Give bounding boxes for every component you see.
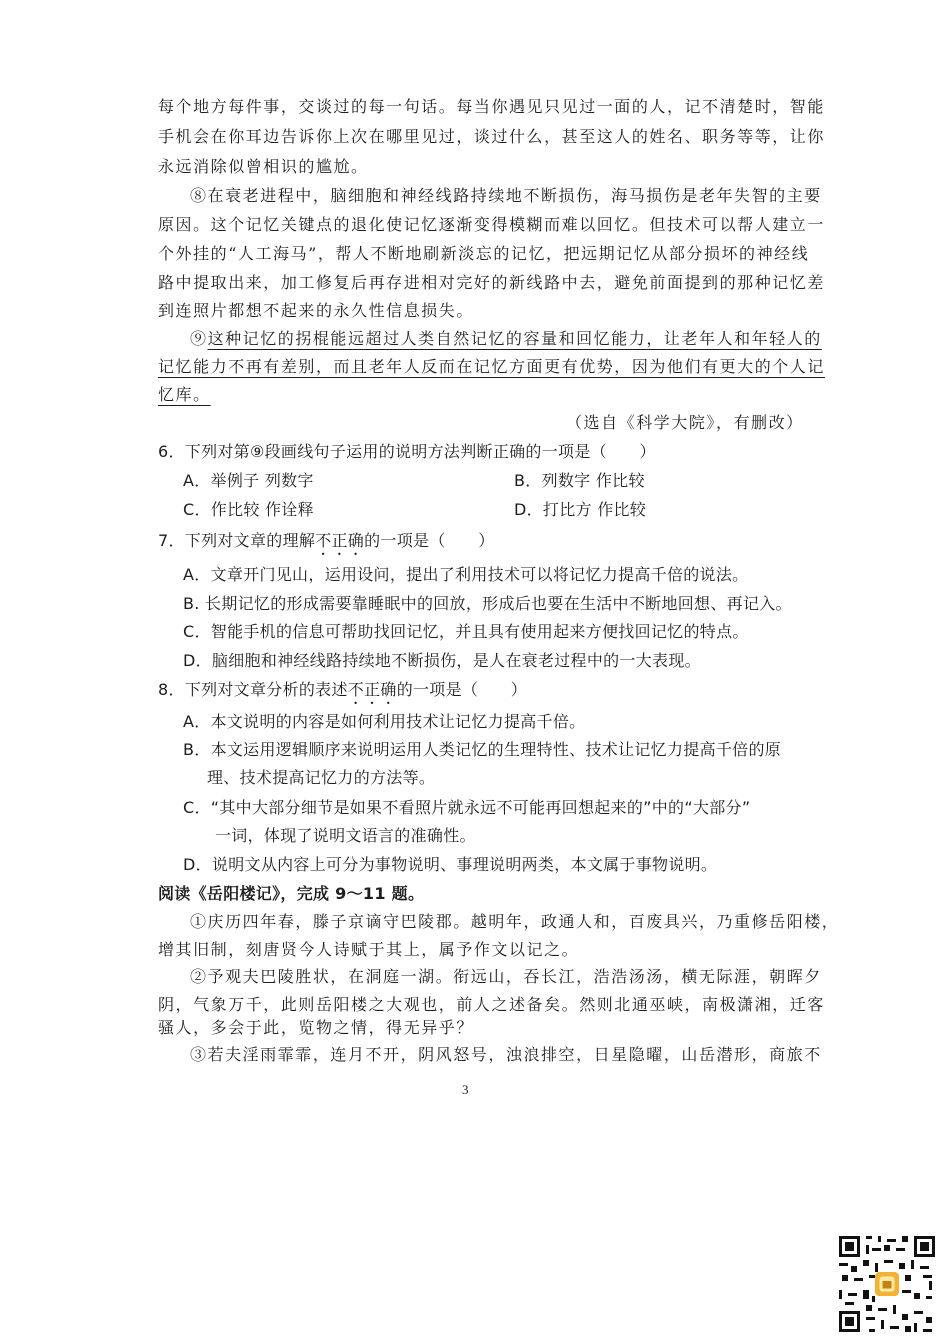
passage-line: 每个地方每件事，交谈过的每一句话。每当你遇见只见过一面的人，记不清楚时，智能 bbox=[158, 97, 825, 116]
emphasis-dots: 不正确 bbox=[315, 531, 365, 550]
classical-text-line: 增其旧制，刻唐贤今人诗赋于其上，属予作文以记之。 bbox=[158, 940, 580, 959]
question-7-stem: 7．下列对文章的理解不正确的一项是（ ） bbox=[158, 531, 495, 550]
classical-text-line: 骚人，多会于此，览物之情，得无异乎？ bbox=[158, 1018, 474, 1037]
question-8-option-d: D．说明文从内容上可分为事物说明、事理说明两类，本文属于事物说明。 bbox=[183, 855, 718, 874]
classical-text-line: ①庆历四年春，滕子京谪守巴陵郡。越明年，政通人和，百废具兴，乃重修岳阳楼， bbox=[190, 912, 840, 931]
underlined-sentence: 记忆能力不再有差别，而且老年人反而在记忆方面更有优势，因为他们有更大的个人记 bbox=[158, 357, 825, 376]
question-7-option-c: C．智能手机的信息可帮助找回记忆，并且具有使用起来方便找回记忆的特点。 bbox=[183, 622, 749, 641]
classical-text-line: ③若夫淫雨霏霏，连月不开，阴风怒号，浊浪排空，日星隐曜，山岳潜形，商旅不 bbox=[190, 1045, 822, 1064]
section-heading: 阅读《岳阳楼记》，完成 9～11 题。 bbox=[158, 884, 425, 903]
paragraph-8-line: ⑧在衰老进程中，脑细胞和神经线路持续地不断损伤，海马损伤是老年失智的主要 bbox=[190, 186, 822, 205]
passage-source: （选自《科学大院》，有删改） bbox=[566, 413, 804, 432]
qr-code-icon bbox=[836, 1233, 938, 1335]
question-7-option-a: A．文章开门见山，运用设问，提出了利用技术可以将记忆力提高千倍的说法。 bbox=[183, 565, 749, 584]
paragraph-9-line bbox=[190, 328, 822, 350]
question-8-option-b: B．本文运用逻辑顺序来说明运用人类记忆的生理特性、技术让记忆力提高千倍的原 bbox=[183, 740, 782, 759]
classical-text-line: ②予观夫巴陵胜状，在洞庭一湖。衔远山，吞长江，浩浩汤汤，横无际涯，朝晖夕 bbox=[190, 967, 822, 986]
paragraph-8-line: 到连照片都想不起来的永久性信息损失。 bbox=[158, 301, 474, 320]
paragraph-number: ⑨ bbox=[190, 329, 208, 348]
question-8-option-a: A．本文说明的内容是如何利用技术让记忆力提高千倍。 bbox=[183, 712, 586, 731]
question-8-option-c-cont: 一词，体现了说明文语言的准确性。 bbox=[215, 826, 476, 845]
passage-line: 永远消除似曾相识的尴尬。 bbox=[158, 157, 369, 176]
paragraph-8-line: 原因。这个记忆关键点的退化使记忆逐渐变得模糊而难以回忆。但技术可以帮人建立一 bbox=[158, 215, 825, 234]
passage-line: 手机会在你耳边告诉你上次在哪里见过，谈过什么，甚至这人的姓名、职务等等，让你 bbox=[158, 127, 825, 146]
paragraph-8-line: 个外挂的“人工海马”，帮人不断地刷新淡忘的记忆，把远期记忆从部分损坏的神经线 bbox=[158, 244, 810, 263]
question-8-stem: 8．下列对文章分析的表述不正确的一项是（ ） bbox=[158, 680, 528, 699]
underlined-sentence: 忆库。 bbox=[158, 385, 211, 404]
question-7-option-b: B. 长期记忆的形成需要靠睡眠中的回放，形成后也要在生活中不断地回想、再记入。 bbox=[183, 594, 792, 613]
question-6-option-c: C．作比较 作诠释 bbox=[183, 500, 314, 519]
classical-text-line: 阴，气象万千，此则岳阳楼之大观也，前人之述备矣。然则北通巫峡，南极潇湘，迁客 bbox=[158, 995, 825, 1014]
question-6-option-a: A．举例子 列数字 bbox=[183, 471, 314, 490]
underlined-sentence: 这种记忆的拐棍能远超过人类自然记忆的容量和回忆能力，让老年人和年轻人的 bbox=[207, 329, 822, 348]
question-8-option-b-cont: 理、技术提高记忆力的方法等。 bbox=[207, 768, 436, 787]
question-7-option-d: D．脑细胞和神经线路持续地不断损伤，是人在衰老过程中的一大表现。 bbox=[183, 651, 701, 670]
paragraph-8-line: 路中提取出来，加工修复后再存进相对完好的新线路中去，避免前面提到的那种记忆差 bbox=[158, 273, 825, 292]
page-number: 3 bbox=[462, 1082, 469, 1097]
emphasis-dots: 不正确 bbox=[347, 680, 397, 699]
question-8-option-c: C．“其中大部分细节是如果不看照片就永远不可能再回想起来的”中的“大部分” bbox=[183, 798, 751, 817]
question-6-stem: 6．下列对第⑨段画线句子运用的说明方法判断正确的一项是（ ） bbox=[158, 442, 656, 461]
question-6-option-d: D．打比方 作比较 bbox=[514, 500, 647, 519]
question-6-option-b: B．列数字 作比较 bbox=[514, 471, 645, 490]
